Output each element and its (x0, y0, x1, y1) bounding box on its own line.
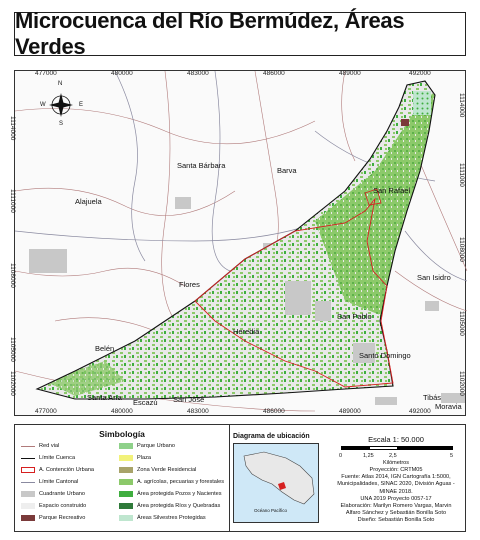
legend-label: Cuadrante Urbano (39, 491, 86, 497)
protected-area (413, 91, 431, 115)
legend-item (119, 443, 175, 449)
map-canvas (15, 71, 467, 417)
legend-label: Áreas Silvestres Protegidas (137, 515, 206, 521)
x-tick-top: 480000 (111, 70, 133, 77)
legend-item (21, 479, 78, 485)
legend-item (119, 515, 206, 521)
legend-label: A. agrícolas, pecuarias y forestales (137, 479, 225, 485)
scale-tick: 0 (339, 453, 343, 459)
legend-swatch (21, 482, 35, 483)
legend-item (119, 491, 222, 497)
map-title: Microcuenca del Río Bermúdez, Áreas Verdes (14, 12, 466, 56)
legend-label: Límite Cantonal (39, 479, 79, 485)
legend-label: Red vial (39, 443, 60, 449)
scale-tick: 1,25 (363, 453, 374, 459)
place-label: Santa Bárbara (177, 161, 226, 170)
credit-line: Elaboración: Marilyn Romero Vargas, Marvin (340, 503, 452, 510)
credit-line: UNA 2019 Proyecto 0057-17 (360, 495, 432, 502)
legend-swatch (119, 491, 133, 497)
x-tick-bottom: 489000 (339, 408, 361, 415)
legend-label: Límite Cuenca (39, 455, 76, 461)
compass-w: W (40, 102, 46, 108)
legend-item (21, 455, 75, 461)
place-label: Escazú (133, 398, 158, 407)
place-label: San Isidro (417, 273, 451, 282)
y-tick-left: 1114000 (9, 116, 16, 141)
scale-unit: Kilómetros (383, 460, 409, 466)
legend-item (119, 503, 220, 509)
inset-sea-label: Océano Pacífico (254, 508, 288, 513)
credits (327, 467, 465, 525)
legend-swatch (21, 503, 35, 509)
place-label: Tibás (423, 393, 442, 402)
compass-s: S (59, 121, 64, 127)
y-tick-left: 1111000 (9, 189, 16, 213)
x-tick-bottom: 480000 (111, 408, 133, 415)
bottom-panel (14, 424, 466, 532)
urban-alajuela (29, 249, 67, 273)
basin (15, 71, 467, 417)
credit-line: Diseño: Sebastián Bonilla Soto (357, 517, 435, 524)
scale-tick: 2,5 (389, 453, 397, 459)
place-label: Belén (95, 344, 115, 353)
y-tick-right: 1114000 (458, 93, 465, 118)
y-tick-right: 1102000 (458, 371, 465, 396)
legend-label: Área protegida Pozos y Nacientes (137, 491, 222, 497)
place-label: San Rafael (373, 186, 411, 195)
legend-label: Parque Recreativo (39, 515, 86, 521)
location-inset (233, 443, 319, 523)
x-tick-top: 492000 (409, 70, 431, 77)
legend-swatch (119, 443, 133, 449)
x-tick-top: 489000 (339, 70, 361, 77)
credit-line: Proyección: CRTM05 (369, 467, 423, 473)
place-label: Barva (277, 166, 297, 175)
y-tick-right: 1111000 (458, 163, 465, 187)
legend-swatch (119, 479, 133, 485)
legend-item (119, 467, 196, 473)
legend-swatch (21, 446, 35, 447)
legend-item (21, 491, 85, 497)
legend (15, 425, 230, 531)
inset-title: Diagrama de ubicación (233, 433, 310, 440)
legend-label: Parque Urbano (137, 443, 175, 449)
x-tick-bottom: 483000 (187, 408, 209, 415)
legend-swatch (21, 458, 35, 459)
place-label: San Pablo (337, 312, 372, 321)
legend-item (119, 479, 224, 485)
x-tick-bottom: 477000 (35, 408, 57, 415)
scale-bar (341, 446, 453, 450)
legend-label: Plaza (137, 455, 151, 461)
compass-e: E (79, 102, 84, 108)
legend-swatch (21, 515, 35, 521)
legend-swatch (119, 503, 133, 509)
legend-item (21, 443, 59, 449)
legend-label: Espacio construido (39, 503, 87, 509)
credit-line: MINAE 2018. (379, 488, 413, 495)
legend-label: Zona Verde Residencial (137, 467, 197, 473)
place-label: Flores (179, 280, 200, 289)
legend-item (119, 455, 151, 461)
compass-rose (49, 93, 73, 117)
map-panel[interactable] (9, 70, 466, 416)
y-tick-right: 1108000 (458, 237, 465, 262)
legend-item (21, 467, 94, 473)
y-tick-left: 1108000 (9, 263, 16, 288)
urban-heredia (285, 281, 311, 315)
x-tick-bottom: 492000 (409, 408, 431, 415)
legend-swatch (119, 467, 133, 473)
legend-swatch (21, 491, 35, 497)
legend-title: Simbología (99, 429, 145, 439)
legend-label: Área protegida Ríos y Quebradas (137, 503, 221, 509)
y-tick-left: 1102000 (9, 371, 16, 396)
place-label: San José (173, 395, 205, 404)
x-tick-top: 483000 (187, 70, 209, 77)
credit-line: Alfaro Sánchez y Sebastián Bonilla Soto (345, 510, 447, 517)
credit-line: Fuente: Atlas 2014, IGN Cartografía 1:5000, (341, 474, 451, 481)
legend-swatch (119, 455, 133, 461)
place-label: Alajuela (75, 197, 102, 206)
place-label: Heredia (233, 327, 260, 336)
legend-swatch (119, 515, 133, 521)
compass-n: N (58, 81, 63, 87)
legend-item (21, 503, 86, 509)
scale-title: Escala 1: 50.000 (368, 435, 424, 444)
y-tick-left: 1105000 (9, 337, 16, 362)
x-tick-bottom: 486000 (263, 408, 285, 415)
place-label: Santo Domingo (359, 351, 411, 360)
credit-line: Municipalidades, SINAC 2020, División Aguas - (337, 481, 455, 488)
x-tick-top: 486000 (263, 70, 285, 77)
scale-tick: 5 (450, 453, 454, 459)
recreational-park (401, 119, 409, 126)
y-tick-right: 1105000 (458, 311, 465, 336)
legend-label: A. Contención Urbana (39, 467, 95, 473)
legend-swatch (21, 467, 35, 473)
place-label: Moravia (435, 402, 462, 411)
x-tick-top: 477000 (35, 70, 57, 77)
place-label: Santa Ana (87, 393, 122, 402)
legend-item (21, 515, 85, 521)
